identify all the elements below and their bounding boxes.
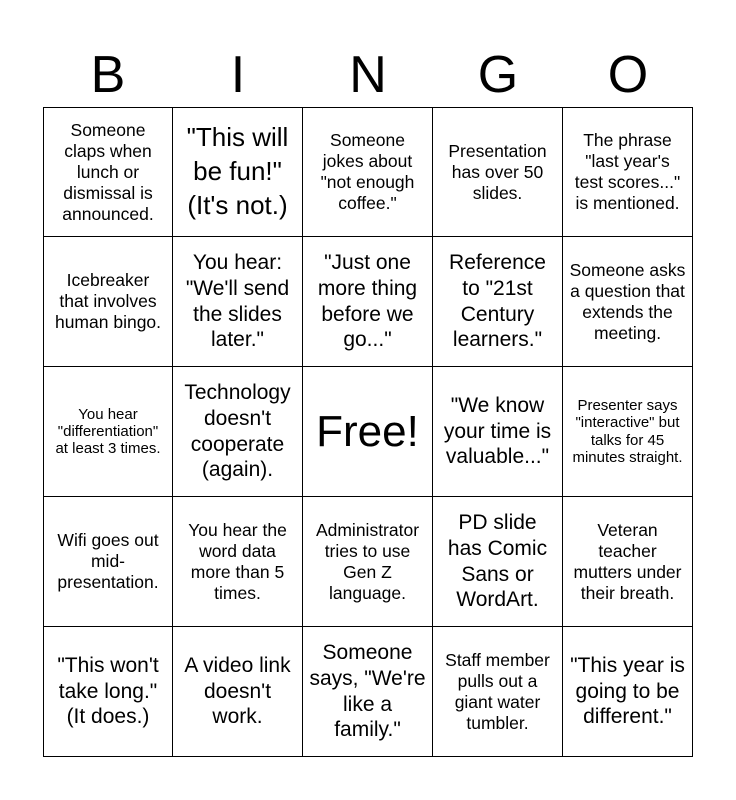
- bingo-cell[interactable]: [433, 627, 563, 757]
- bingo-cell-text: Someone claps when lunch or dismissal is announced.: [62, 119, 154, 224]
- header-letter-o: O: [607, 46, 649, 104]
- bingo-cell[interactable]: [43, 367, 173, 497]
- bingo-cell[interactable]: [303, 237, 433, 367]
- bingo-cell[interactable]: [563, 497, 693, 627]
- bingo-cell-text: Veteran teacher mutters under their breath.: [573, 519, 682, 603]
- bingo-cell[interactable]: [43, 497, 173, 627]
- bingo-cell[interactable]: [173, 367, 303, 497]
- header-letter-n: N: [349, 46, 387, 104]
- bingo-cell-text: Someone asks a question that extends the meeting.: [569, 259, 686, 343]
- bingo-cell-text: "We know your time is valuable...": [443, 394, 552, 469]
- bingo-cell-text: "Just one more thing before we go...": [317, 251, 418, 352]
- bingo-cell-text: Someone says, "We're like a family.": [309, 641, 426, 742]
- bingo-cell[interactable]: [173, 107, 303, 237]
- bingo-cell[interactable]: [433, 497, 563, 627]
- bingo-cell-text: Administrator tries to use Gen Z language.: [315, 519, 420, 603]
- bingo-cell[interactable]: [433, 107, 563, 237]
- bingo-cell[interactable]: [173, 237, 303, 367]
- bingo-cell-text: You hear "differentiation" at least 3 times.: [55, 405, 161, 458]
- bingo-cell[interactable]: [303, 107, 433, 237]
- header-letter-b: B: [90, 46, 126, 104]
- bingo-cell[interactable]: [563, 107, 693, 237]
- bingo-cell-text: "This will be fun!" (It's not.): [186, 122, 289, 220]
- bingo-cell-text: Someone jokes about "not enough coffee.": [320, 130, 415, 213]
- bingo-cell[interactable]: [303, 497, 433, 627]
- bingo-cell[interactable]: [173, 497, 303, 627]
- bingo-cell-text: Free!: [316, 406, 419, 456]
- bingo-cell[interactable]: [43, 627, 173, 757]
- header-letter-g: G: [477, 46, 519, 104]
- bingo-cell[interactable]: [563, 367, 693, 497]
- bingo-cell-text: A video link doesn't work.: [184, 654, 291, 729]
- bingo-cell-text: Icebreaker that involves human bingo.: [54, 270, 162, 332]
- bingo-cell-text: Presenter says "interactive" but talks for 45 minutes straight.: [572, 397, 683, 466]
- bingo-cell-text: "This won't take long." (It does.): [57, 654, 159, 729]
- bingo-cell-text: Staff member pulls out a giant water tumbler.: [445, 649, 550, 733]
- bingo-cell-text: Presentation has over 50 slides.: [448, 140, 547, 203]
- bingo-cell[interactable]: [43, 237, 173, 367]
- bingo-cell[interactable]: [433, 237, 563, 367]
- bingo-cell-text: Technology doesn't cooperate (again).: [184, 381, 291, 482]
- bingo-cell-text: You hear the word data more than 5 times.: [188, 519, 287, 603]
- bingo-cell-free-space[interactable]: [303, 367, 433, 497]
- bingo-cell-text: "This year is going to be different.": [570, 654, 685, 729]
- bingo-cell[interactable]: [563, 237, 693, 367]
- bingo-board: [43, 107, 693, 757]
- bingo-cell-text: You hear: "We'll send the slides later.": [185, 251, 290, 352]
- bingo-cell[interactable]: [433, 367, 563, 497]
- bingo-cell-text: The phrase "last year's test scores..." is mentioned.: [574, 130, 681, 213]
- bingo-cell[interactable]: [173, 627, 303, 757]
- bingo-header: [43, 44, 693, 106]
- header-letter-i: I: [230, 46, 246, 104]
- bingo-cell-text: PD slide has Comic Sans or WordArt.: [447, 511, 548, 612]
- bingo-cell[interactable]: [43, 107, 173, 237]
- bingo-cell-text: Reference to "21st Century learners.": [449, 251, 546, 352]
- bingo-cell-text: Wifi goes out mid-presentation.: [57, 530, 159, 592]
- bingo-cell[interactable]: [303, 627, 433, 757]
- bingo-cell[interactable]: [563, 627, 693, 757]
